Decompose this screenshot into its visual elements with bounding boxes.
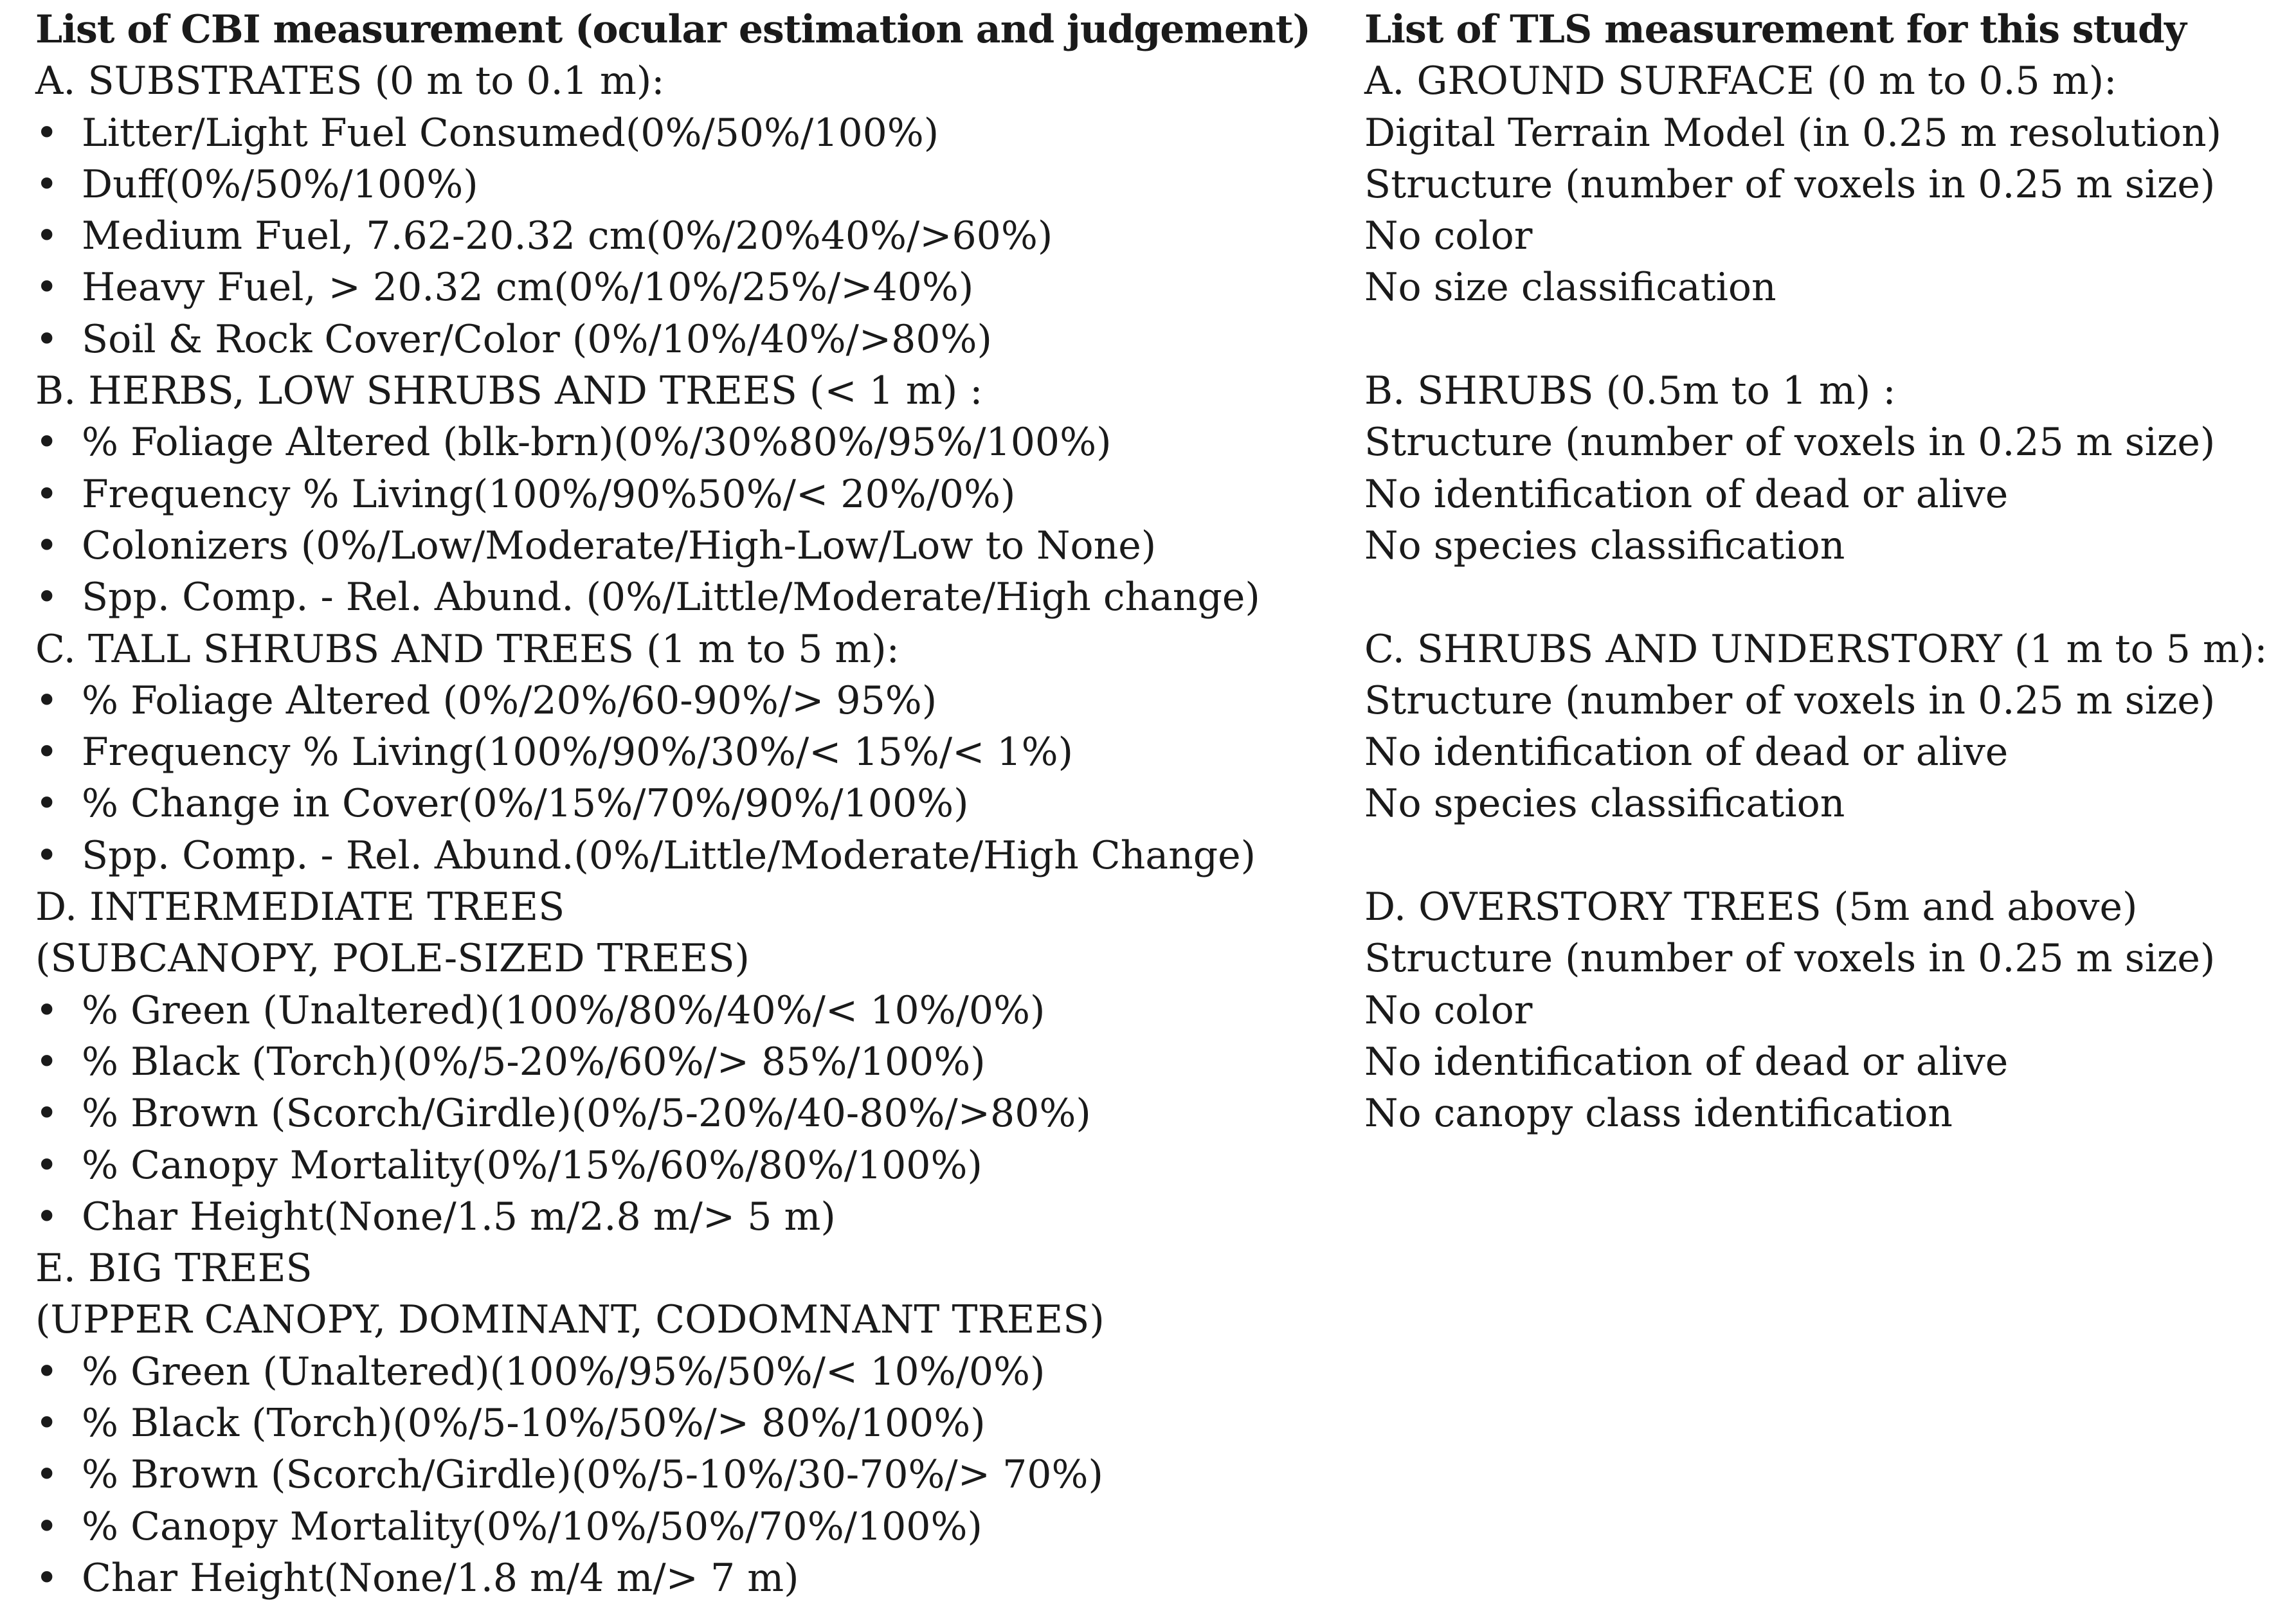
cbi-list-item	[35, 726, 1334, 778]
tls-section	[1364, 624, 2290, 881]
tls-title: List of TLS measurement for this study	[1364, 7, 2186, 52]
cbi-item-text: % Foliage Altered (blk-brn)(0%/30%80%/95%/100%)	[82, 420, 1112, 465]
bullet-icon: •	[35, 1452, 59, 1498]
cbi-list-item	[35, 520, 1334, 571]
cbi-item-text: Frequency % Living(100%/90%/30%/< 15%/< 1%)	[82, 730, 1074, 775]
blank-line	[1364, 571, 2290, 623]
tls-sections	[1364, 55, 2290, 1243]
cbi-list-item	[35, 1191, 1334, 1243]
bullet-icon: •	[35, 523, 59, 568]
bullet-icon: •	[35, 832, 59, 878]
bullet-icon: •	[35, 213, 59, 259]
bullet-icon: •	[35, 730, 59, 775]
cbi-section	[35, 881, 1334, 1243]
bullet-icon: •	[35, 1039, 59, 1084]
cbi-list-item	[35, 1398, 1334, 1449]
cbi-item-text: % Brown (Scorch/Girdle)(0%/5-10%/30-70%/> 70%)	[82, 1452, 1103, 1498]
blank-line	[1364, 1140, 2290, 1191]
bullet-icon: •	[35, 161, 59, 207]
tls-list-item: No species classification	[1364, 523, 1845, 568]
tls-list-item: Structure (number of voxels in 0.25 m size)	[1364, 161, 2216, 207]
bullet-icon: •	[35, 420, 59, 465]
tls-section-heading: D. OVERSTORY TREES (5m and above)	[1364, 885, 2138, 930]
tls-list-item: No size classification	[1364, 265, 1776, 310]
bullet-icon: •	[35, 110, 59, 156]
cbi-item-text: Char Height(None/1.8 m/4 m/> 7 m)	[82, 1555, 799, 1601]
tls-section	[1364, 55, 2290, 365]
bullet-icon: •	[35, 575, 59, 620]
bullet-icon: •	[35, 781, 59, 827]
cbi-item-text: Duff(0%/50%/100%)	[82, 161, 478, 207]
cbi-item-text: % Green (Unaltered)(100%/95%/50%/< 10%/0%)	[82, 1349, 1045, 1394]
tls-list-item: Structure (number of voxels in 0.25 m size)	[1364, 936, 2216, 982]
cbi-list-item	[35, 1346, 1334, 1398]
cbi-list-item	[35, 1140, 1334, 1191]
cbi-section	[35, 55, 1334, 365]
cbi-item-text: Soil & Rock Cover/Color (0%/10%/40%/>80%)	[82, 316, 992, 362]
cbi-item-text: % Black (Torch)(0%/5-20%/60%/> 85%/100%)	[82, 1039, 986, 1084]
cbi-section-heading: B. HERBS, LOW SHRUBS AND TREES (< 1 m) :	[35, 368, 983, 414]
cbi-item-text: Spp. Comp. - Rel. Abund. (0%/Little/Moderate/High change)	[82, 575, 1260, 620]
cbi-section-heading: D. INTERMEDIATE TREES	[35, 885, 565, 930]
cbi-list-item	[35, 778, 1334, 829]
tls-list-item: No identification of dead or alive	[1364, 730, 2009, 775]
tls-column	[1364, 4, 2290, 1243]
tls-list-item: Structure (number of voxels in 0.25 m size)	[1364, 678, 2216, 723]
bullet-icon: •	[35, 1091, 59, 1137]
bullet-icon: •	[35, 471, 59, 517]
bullet-icon: •	[35, 1555, 59, 1601]
cbi-list-item	[35, 1501, 1334, 1552]
cbi-list-item	[35, 469, 1334, 520]
tls-section	[1364, 881, 2290, 1243]
bullet-icon: •	[35, 1194, 59, 1239]
cbi-list-item	[35, 1036, 1334, 1088]
bullet-icon: •	[35, 1401, 59, 1446]
tls-list-item: Structure (number of voxels in 0.25 m size)	[1364, 420, 2216, 465]
cbi-title: List of CBI measurement (ocular estimation and judgement)	[35, 7, 1310, 52]
tls-list-item: No identification of dead or alive	[1364, 471, 2009, 517]
cbi-list-item	[35, 1552, 1334, 1604]
cbi-list-item	[35, 830, 1334, 881]
tls-section-heading: B. SHRUBS (0.5m to 1 m) :	[1364, 368, 1896, 414]
cbi-section-heading: A. SUBSTRATES (0 m to 0.1 m):	[35, 58, 665, 104]
cbi-item-text: % Black (Torch)(0%/5-10%/50%/> 80%/100%)	[82, 1401, 986, 1446]
cbi-item-text: Colonizers (0%/Low/Moderate/High-Low/Low to None)	[82, 523, 1157, 568]
tls-list-item: No species classification	[1364, 781, 1845, 827]
cbi-list-item	[35, 314, 1334, 365]
cbi-list-item	[35, 1088, 1334, 1139]
bullet-icon: •	[35, 1349, 59, 1394]
cbi-list-item	[35, 417, 1334, 468]
cbi-section-heading: (SUBCANOPY, POLE-SIZED TREES)	[35, 936, 750, 982]
bullet-icon: •	[35, 1504, 59, 1549]
cbi-list-item	[35, 675, 1334, 726]
cbi-item-text: % Brown (Scorch/Girdle)(0%/5-20%/40-80%/>80%)	[82, 1091, 1091, 1137]
cbi-list-item	[35, 985, 1334, 1036]
cbi-section-heading: C. TALL SHRUBS AND TREES (1 m to 5 m):	[35, 626, 899, 672]
cbi-list-item	[35, 1449, 1334, 1500]
cbi-item-text: Litter/Light Fuel Consumed(0%/50%/100%)	[82, 110, 939, 156]
cbi-item-text: Medium Fuel, 7.62-20.32 cm(0%/20%40%/>60%)	[82, 213, 1053, 259]
bullet-icon: •	[35, 316, 59, 362]
cbi-column	[35, 4, 1334, 1604]
cbi-list-item	[35, 107, 1334, 159]
tls-list-item: No identification of dead or alive	[1364, 1039, 2009, 1084]
cbi-item-text: Frequency % Living(100%/90%50%/< 20%/0%)	[82, 471, 1016, 517]
blank-line	[1364, 830, 2290, 881]
tls-list-item: Digital Terrain Model (in 0.25 m resolution)	[1364, 110, 2222, 156]
cbi-item-text: % Change in Cover(0%/15%/70%/90%/100%)	[82, 781, 969, 827]
cbi-section	[35, 624, 1334, 881]
cbi-item-text: Heavy Fuel, > 20.32 cm(0%/10%/25%/>40%)	[82, 265, 974, 310]
cbi-section	[35, 365, 1334, 623]
tls-section-heading: C. SHRUBS AND UNDERSTORY (1 m to 5 m):	[1364, 626, 2268, 672]
cbi-item-text: % Canopy Mortality(0%/10%/50%/70%/100%)	[82, 1504, 982, 1549]
bullet-icon: •	[35, 1142, 59, 1188]
cbi-section-heading: (UPPER CANOPY, DOMINANT, CODOMNANT TREES)	[35, 1297, 1105, 1343]
tls-section-heading: A. GROUND SURFACE (0 m to 0.5 m):	[1364, 58, 2117, 104]
cbi-item-text: Spp. Comp. - Rel. Abund.(0%/Little/Moderate/High Change)	[82, 832, 1256, 878]
cbi-item-text: Char Height(None/1.5 m/2.8 m/> 5 m)	[82, 1194, 836, 1239]
cbi-sections	[35, 55, 1334, 1604]
tls-section	[1364, 365, 2290, 623]
cbi-list-item	[35, 159, 1334, 210]
cbi-list-item	[35, 210, 1334, 262]
bullet-icon: •	[35, 678, 59, 723]
cbi-item-text: % Canopy Mortality(0%/15%/60%/80%/100%)	[82, 1142, 982, 1188]
blank-line	[1364, 1191, 2290, 1243]
cbi-section	[35, 1243, 1334, 1604]
tls-list-item: No color	[1364, 987, 1533, 1033]
tls-list-item: No canopy class identification	[1364, 1091, 1953, 1137]
cbi-section-heading: E. BIG TREES	[35, 1246, 312, 1291]
bullet-icon: •	[35, 987, 59, 1033]
bullet-icon: •	[35, 265, 59, 310]
cbi-item-text: % Green (Unaltered)(100%/80%/40%/< 10%/0%)	[82, 987, 1045, 1033]
blank-line	[1364, 314, 2290, 365]
tls-list-item: No color	[1364, 213, 1533, 259]
cbi-item-text: % Foliage Altered (0%/20%/60-90%/> 95%)	[82, 678, 937, 723]
cbi-list-item	[35, 571, 1334, 623]
cbi-list-item	[35, 262, 1334, 313]
